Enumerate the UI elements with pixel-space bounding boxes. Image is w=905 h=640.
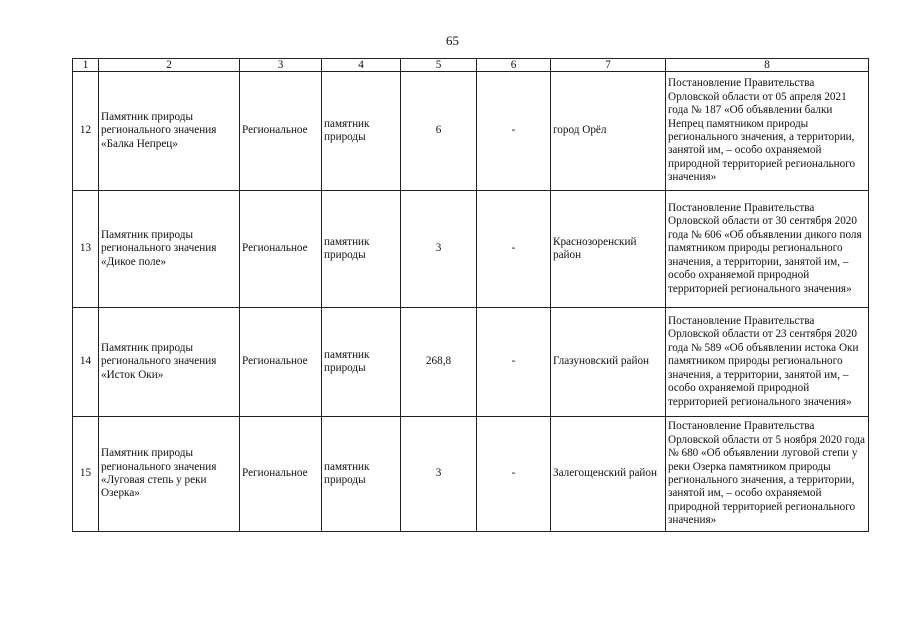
- object-name: Памятник природы регионального значения «Луговая степь у реки Озерка»: [99, 417, 240, 532]
- buffer-zone: -: [477, 72, 551, 191]
- column-number: 5: [401, 59, 477, 72]
- location: Глазуновский район: [551, 308, 666, 417]
- row-number: 15: [73, 417, 99, 532]
- significance: Региональное: [240, 72, 322, 191]
- buffer-zone: -: [477, 191, 551, 308]
- category: памятник природы: [322, 308, 401, 417]
- area: 3: [401, 191, 477, 308]
- column-number: 4: [322, 59, 401, 72]
- object-name: Памятник природы регионального значения «Балка Непрец»: [99, 72, 240, 191]
- column-number: 8: [666, 59, 869, 72]
- protected-areas-table: [72, 58, 869, 532]
- area: 6: [401, 72, 477, 191]
- legal-document: Постановление Правительства Орловской области от 23 сентября 2020 года № 589 «Об объявлении истока Оки памятником природы регионального значения, а территории, занятой им, – особо охраняемой природной территорией регионального значения»: [666, 308, 869, 417]
- table-row: [73, 417, 869, 532]
- page-number: 65: [446, 33, 459, 48]
- significance: Региональное: [240, 308, 322, 417]
- column-number: 6: [477, 59, 551, 72]
- category: памятник природы: [322, 417, 401, 532]
- column-number: 7: [551, 59, 666, 72]
- column-number-row: [73, 59, 869, 72]
- legal-document: Постановление Правительства Орловской области от 30 сентября 2020 года № 606 «Об объявлении дикого поля памятником природы регионального значения, а территории, занятой им, – особо охраняемой природной территорией регионального значения»: [666, 191, 869, 308]
- location: Залегощенский район: [551, 417, 666, 532]
- object-name: Памятник природы регионального значения «Исток Оки»: [99, 308, 240, 417]
- column-number: 2: [99, 59, 240, 72]
- table-row: [73, 72, 869, 191]
- significance: Региональное: [240, 191, 322, 308]
- area: 3: [401, 417, 477, 532]
- legal-document: Постановление Правительства Орловской области от 05 апреля 2021 года № 187 «Об объявлении балки Непрец памятником природы регионального значения, а территории, занятой им, – особо охраняемой природной территорией регионального значения»: [666, 72, 869, 191]
- location: Краснозоренский район: [551, 191, 666, 308]
- table-row: [73, 191, 869, 308]
- row-number: 14: [73, 308, 99, 417]
- area: 268,8: [401, 308, 477, 417]
- column-number: 1: [73, 59, 99, 72]
- row-number: 12: [73, 72, 99, 191]
- buffer-zone: -: [477, 308, 551, 417]
- row-number: 13: [73, 191, 99, 308]
- category: памятник природы: [322, 191, 401, 308]
- object-name: Памятник природы регионального значения «Дикое поле»: [99, 191, 240, 308]
- buffer-zone: -: [477, 417, 551, 532]
- table-row: [73, 308, 869, 417]
- legal-document: Постановление Правительства Орловской области от 5 ноября 2020 года № 680 «Об объявлении луговой степи у реки Озерка памятником природы регионального значения, а территории, занятой им, – особо охраняемой природной территорией регионального значения»: [666, 417, 869, 532]
- category: памятник природы: [322, 72, 401, 191]
- location: город Орёл: [551, 72, 666, 191]
- column-number: 3: [240, 59, 322, 72]
- significance: Региональное: [240, 417, 322, 532]
